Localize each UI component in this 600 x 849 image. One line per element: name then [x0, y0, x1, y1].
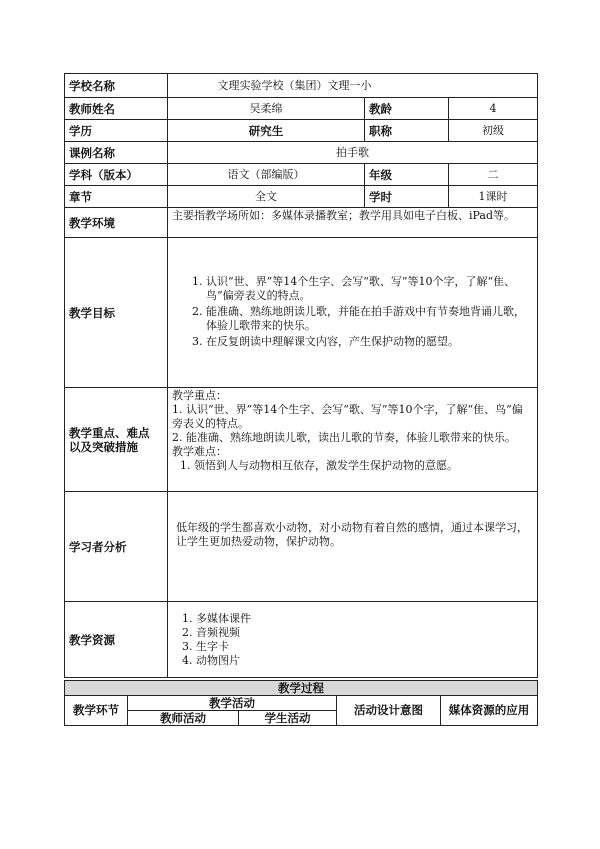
goals-list [172, 275, 533, 349]
focus-item-1: 1. 认识“世、界”等14个生字、会写“歌、写”等10个字，了解“隹、鸟”偏旁表义的特点。 [172, 403, 523, 430]
edu-label: 学历 [65, 120, 168, 142]
process-title: 教学过程 [65, 681, 538, 696]
resources-label: 教学资源 [65, 602, 168, 678]
title-label: 职称 [365, 120, 449, 142]
resources-list [172, 612, 533, 668]
difficulty-title: 教学难点： [172, 445, 227, 458]
resource-item: 4. 动物图片 [196, 654, 533, 668]
goals-content [168, 238, 538, 388]
subject-value: 语文（部编版） [168, 164, 365, 186]
goal-item: 3. 在反复朗读中理解课文内容，产生保护动物的愿望。 [206, 335, 533, 349]
grade-label: 年级 [365, 164, 449, 186]
learner-text: 低年级的学生都喜欢小动物，对小动物有着自然的感情，通过本课学习，让学生更加热爱动物，保护动物。 [168, 492, 538, 602]
course-label: 课例名称 [65, 142, 168, 164]
col-media: 媒体资源的应用 [441, 696, 538, 726]
grade-value: 二 [449, 164, 538, 186]
subject-label: 学科（版本） [65, 164, 168, 186]
title-value: 初级 [449, 120, 538, 142]
resource-item: 3. 生字卡 [196, 640, 533, 654]
key-label [65, 388, 168, 492]
focus-item-2: 2. 能准确、熟练地朗读儿歌，读出儿歌的节奏，体验儿歌带来的快乐。 [172, 431, 516, 444]
chapter-label: 章节 [65, 186, 168, 208]
goals-label: 教学目标 [65, 238, 168, 388]
key-content [168, 388, 538, 492]
goal-item: 2. 能准确、熟练地朗读儿歌，并能在拍手游戏中有节奏地背诵儿歌，体验儿歌带来的快乐。 [206, 305, 533, 333]
resource-item: 1. 多媒体课件 [196, 612, 533, 626]
chapter-value: 全文 [168, 186, 365, 208]
col-teacher: 教师活动 [128, 711, 239, 726]
teacher-label: 教师姓名 [65, 98, 168, 120]
env-text: 主要指教学场所如：多媒体录播教室；教学用具如电子白板、iPad等。 [168, 208, 538, 238]
focus-title: 教学重点： [172, 389, 227, 402]
goal-item: 1. 认识“世、界”等14个生字、会写“歌、写”等10个字，了解“隹、鸟”偏旁表义的特点。 [206, 275, 533, 303]
hours-value: 1课时 [449, 186, 538, 208]
key-label-line1: 教学重点、难点 [69, 425, 150, 440]
col-activity: 教学活动 [128, 696, 337, 711]
teacher-value: 吴柔绵 [168, 98, 365, 120]
age-value: 4 [449, 98, 538, 120]
difficulty-list [172, 459, 533, 473]
age-label: 教龄 [365, 98, 449, 120]
env-label: 教学环境 [65, 208, 168, 238]
edu-value: 研究生 [168, 120, 365, 142]
resource-item: 2. 音频视频 [196, 626, 533, 640]
difficulty-item: 1. 领悟到人与动物相互依存，激发学生保护动物的意愿。 [194, 459, 533, 473]
col-student: 学生活动 [239, 711, 337, 726]
resources-content [168, 602, 538, 678]
process-table [64, 680, 538, 726]
learner-label: 学习者分析 [65, 492, 168, 602]
school-value: 文理实验学校（集团）文理一小 [168, 74, 538, 98]
lesson-info-table [64, 73, 538, 678]
col-stage: 教学环节 [65, 696, 128, 726]
key-label-line2: 以及突破措施 [69, 439, 138, 454]
col-intent: 活动设计意图 [337, 696, 441, 726]
course-value: 拍手歌 [168, 142, 538, 164]
hours-label: 学时 [365, 186, 449, 208]
school-label: 学校名称 [65, 74, 168, 98]
